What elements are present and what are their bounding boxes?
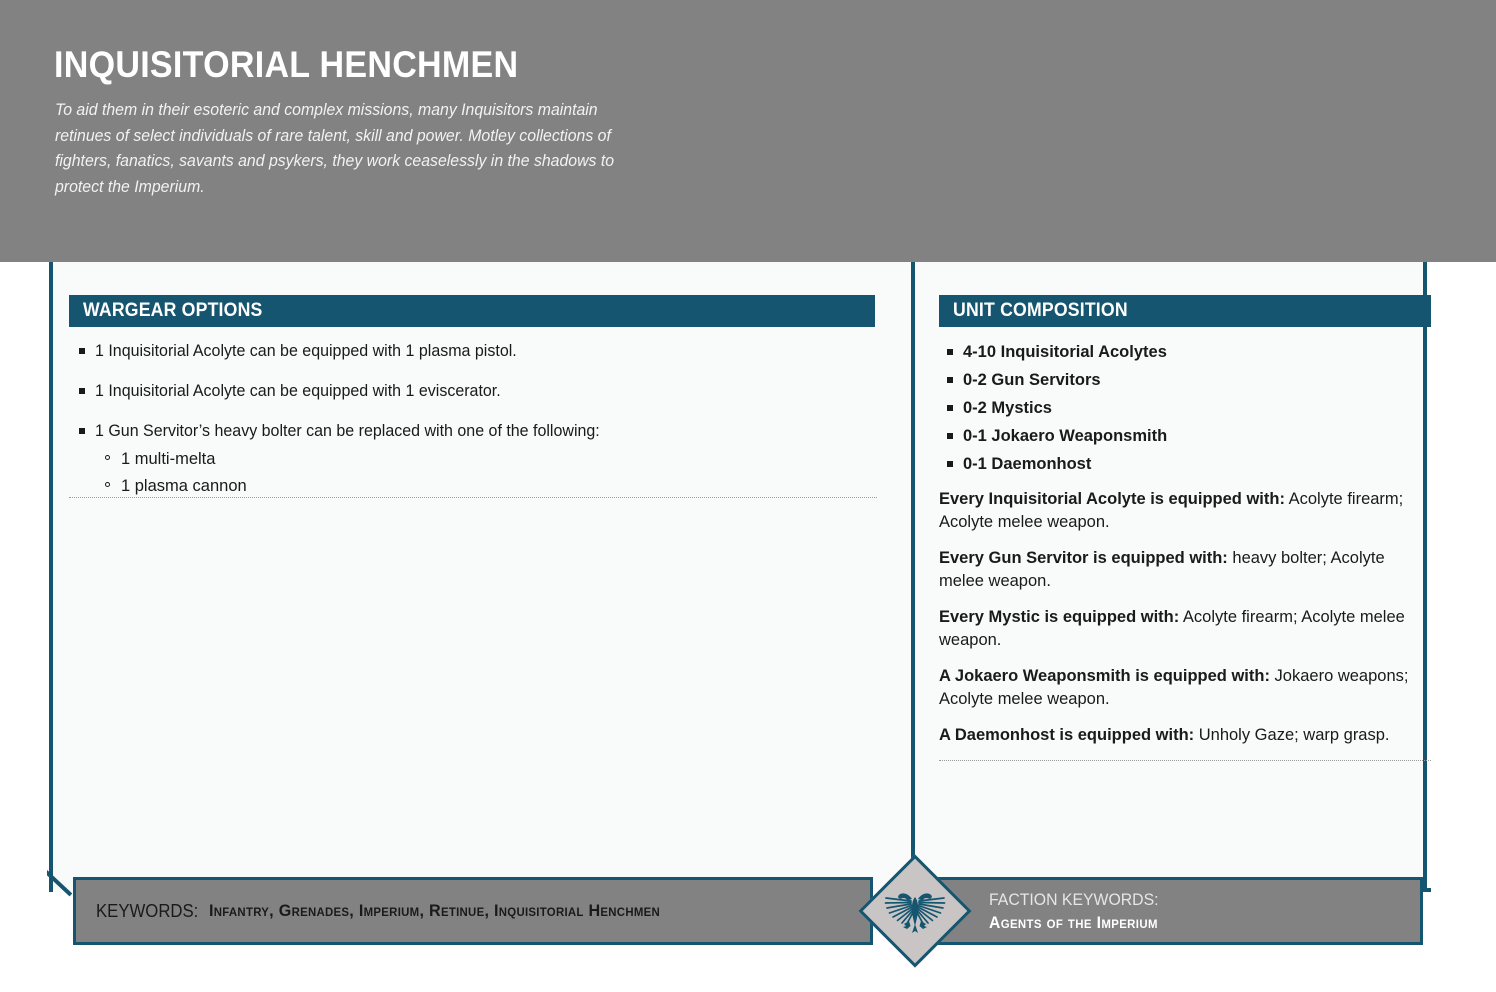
wargear-options-list <box>69 340 879 497</box>
equipment-line <box>939 547 1433 592</box>
column-divider <box>911 262 915 873</box>
faction-keywords-label: FACTION KEYWORDS: <box>989 889 1159 909</box>
keywords-bar <box>73 877 873 945</box>
wargear-option-item <box>69 380 879 402</box>
flavour-text: To aid them in their esoteric and complex missions, many Inquisitors maintain retinues of select individuals of rare talent, skill and power. Motley collections of fighters, fanatics, savants and psykers, they work ceaselessly in the shadows to protect the Imperium. <box>55 101 615 196</box>
faction-keywords-values: Agents of the Imperium <box>989 913 1158 932</box>
wargear-option-item <box>69 420 879 497</box>
unit-composition-item: 0-1 Daemonhost <box>939 454 1435 474</box>
equipment-rest: heavy bolter; Acolyte melee weapon. <box>939 549 1385 590</box>
wargear-option-text: 1 Inquisitorial Acolyte can be equipped with 1 plasma pistol. <box>95 342 517 360</box>
unit-composition-divider <box>939 760 1431 761</box>
equipment-rest: Unholy Gaze; warp grasp. <box>1194 726 1390 744</box>
unit-composition-body <box>939 342 1435 482</box>
wargear-divider <box>69 497 877 498</box>
unit-composition-item: 4-10 Inquisitorial Acolytes <box>939 342 1435 362</box>
wargear-option-item <box>69 340 879 362</box>
faction-keywords-bar <box>926 877 1423 945</box>
wargear-options-title: WARGEAR OPTIONS <box>83 300 263 321</box>
unit-composition-title: UNIT COMPOSITION <box>953 300 1128 321</box>
unit-composition-item: 0-2 Gun Servitors <box>939 370 1435 390</box>
wargear-options-header <box>69 295 875 327</box>
equipment-rest: Acolyte firearm; Acolyte melee weapon. <box>939 490 1404 531</box>
equipment-list <box>939 488 1433 761</box>
equipment-rest: Jokaero weapons; Acolyte melee weapon. <box>939 667 1409 708</box>
unit-composition-header <box>939 295 1431 327</box>
unit-composition-list <box>939 342 1435 474</box>
equipment-lead: Every Gun Servitor is equipped with: <box>939 549 1228 567</box>
wargear-options-body <box>69 340 879 515</box>
aquila-icon <box>884 884 946 938</box>
unit-composition-item: 0-2 Mystics <box>939 398 1435 418</box>
keywords-values: Infantry, Grenades, Imperium, Retinue, Inquisitorial Henchmen <box>209 901 661 920</box>
equipment-lead: Every Inquisitorial Acolyte is equipped with: <box>939 490 1285 508</box>
page-title: INQUISITORIAL HENCHMEN <box>54 44 519 85</box>
wargear-sub-option-item: 1 plasma cannon <box>95 475 879 497</box>
unit-composition-item: 0-1 Jokaero Weaponsmith <box>939 426 1435 446</box>
equipment-line <box>939 606 1433 651</box>
equipment-lead: A Jokaero Weaponsmith is equipped with: <box>939 667 1270 685</box>
wargear-option-text: 1 Gun Servitor’s heavy bolter can be replaced with one of the following: <box>95 422 600 440</box>
equipment-lead: Every Mystic is equipped with: <box>939 608 1180 626</box>
equipment-lead: A Daemonhost is equipped with: <box>939 726 1195 744</box>
wargear-sub-option-list <box>95 448 879 497</box>
wargear-option-text: 1 Inquisitorial Acolyte can be equipped with 1 eviscerator. <box>95 382 501 400</box>
aquila-emblem <box>862 858 968 964</box>
equipment-rest: Acolyte firearm; Acolyte melee weapon. <box>939 608 1405 649</box>
equipment-line <box>939 488 1433 533</box>
header-band <box>0 0 1496 262</box>
equipment-line <box>939 724 1433 747</box>
equipment-line <box>939 665 1433 710</box>
wargear-sub-option-item: 1 multi-melta <box>95 448 879 470</box>
keywords-label: KEYWORDS: <box>96 900 199 921</box>
